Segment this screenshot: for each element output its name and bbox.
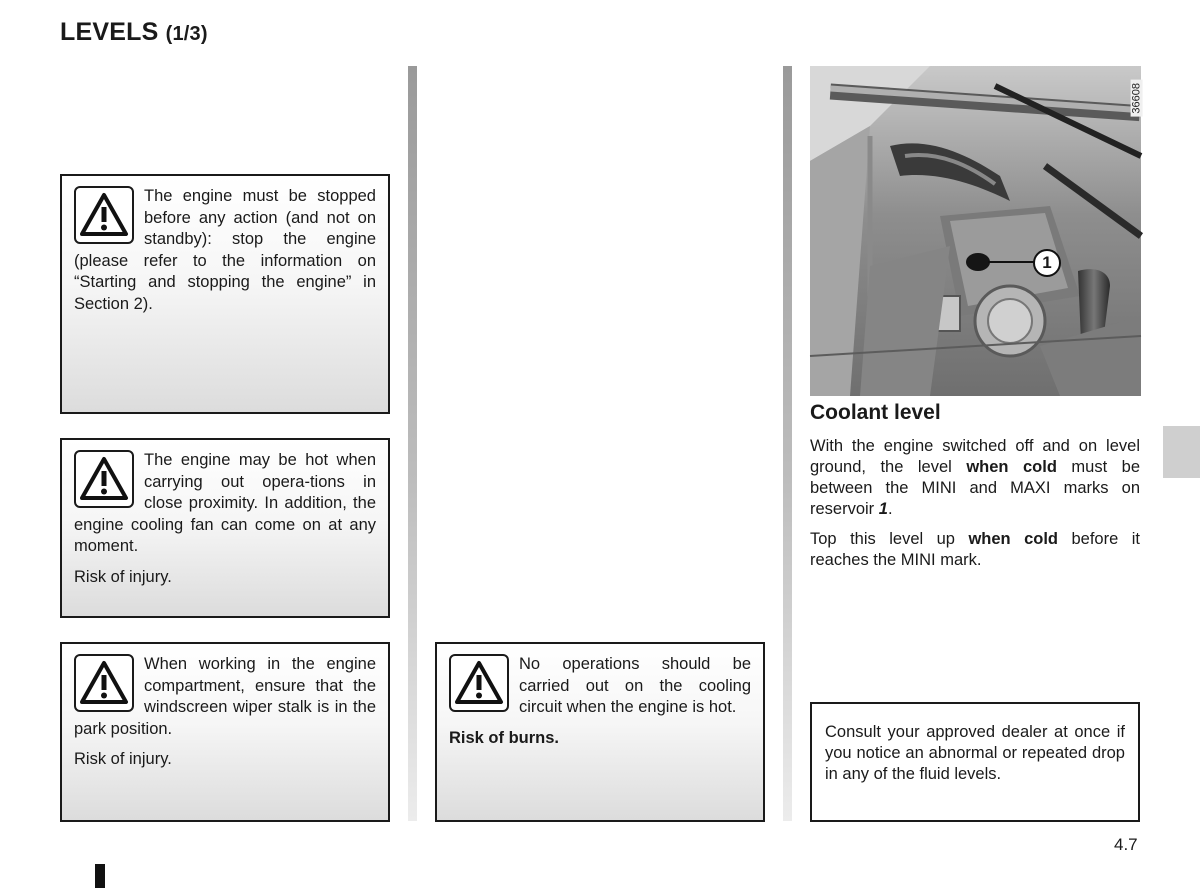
warning-triangle-icon: [74, 186, 134, 244]
warning-text: When working in the engine compartment, ensure that the windscreen wiper stalk is in the park position.: [74, 655, 376, 738]
page-title-text: LEVELS: [60, 18, 159, 46]
warning-risk-text: Risk of injury.: [74, 750, 172, 768]
reservoir-ref: 1: [878, 500, 888, 518]
column-divider-left: [408, 66, 417, 821]
column-divider-right: [783, 66, 792, 821]
crop-mark: [95, 864, 105, 888]
warning-box-engine-hot: [60, 438, 390, 618]
warning-text: The engine must be stopped before any action (and not on standby): stop the engine (please refer to the information on “Starting and stopping the engine” in Section 2).: [74, 187, 376, 313]
engine-compartment-photo: [810, 66, 1141, 396]
figure-reference-number: 36608: [1131, 80, 1143, 117]
warning-box-wiper-stalk: [60, 642, 390, 822]
text-run: Top this level up: [810, 530, 969, 548]
coolant-paragraph-2: [810, 529, 1140, 571]
chapter-side-tab: [1163, 426, 1200, 478]
warning-triangle-icon: [74, 654, 134, 712]
warning-text: No operations should be carried out on the cooling circuit when the engine is hot.: [519, 655, 751, 716]
warning-triangle-icon: [74, 450, 134, 508]
coolant-paragraph-1: [810, 436, 1140, 520]
warning-triangle-icon: [449, 654, 509, 712]
warning-risk-text: Risk of burns.: [449, 728, 560, 747]
engine-illustration: [810, 66, 1141, 396]
warning-box-engine-stopped: [60, 174, 390, 414]
page-title: [60, 18, 208, 47]
text-run-bold: when cold: [966, 458, 1057, 476]
text-run: .: [887, 500, 893, 518]
section-heading: Coolant level: [810, 401, 941, 424]
callout-marker: 1: [1033, 249, 1061, 277]
page-number: 4.7: [1114, 835, 1138, 854]
text-run: With the engine switched off and on level ground, the level: [810, 437, 1140, 476]
text-run: must be between the MINI and MAXI marks on reservoir: [810, 458, 1141, 518]
warning-risk-text: Risk of injury.: [74, 567, 172, 586]
warning-text: The engine may be hot when carrying out opera-tions in close proximity. In addition, the engine cooling fan can come on at any moment.: [74, 451, 376, 555]
text-run: before it reaches the MINI mark.: [810, 530, 1140, 569]
page-title-part: (1/3): [165, 23, 208, 45]
text-run-bold: when cold: [968, 530, 1059, 548]
dealer-info-box: [810, 702, 1140, 822]
warning-box-cooling-circuit: [435, 642, 765, 822]
info-text: Consult your approved dealer at once if you notice an abnormal or repeated drop in any of the fluid levels.: [825, 723, 1125, 783]
